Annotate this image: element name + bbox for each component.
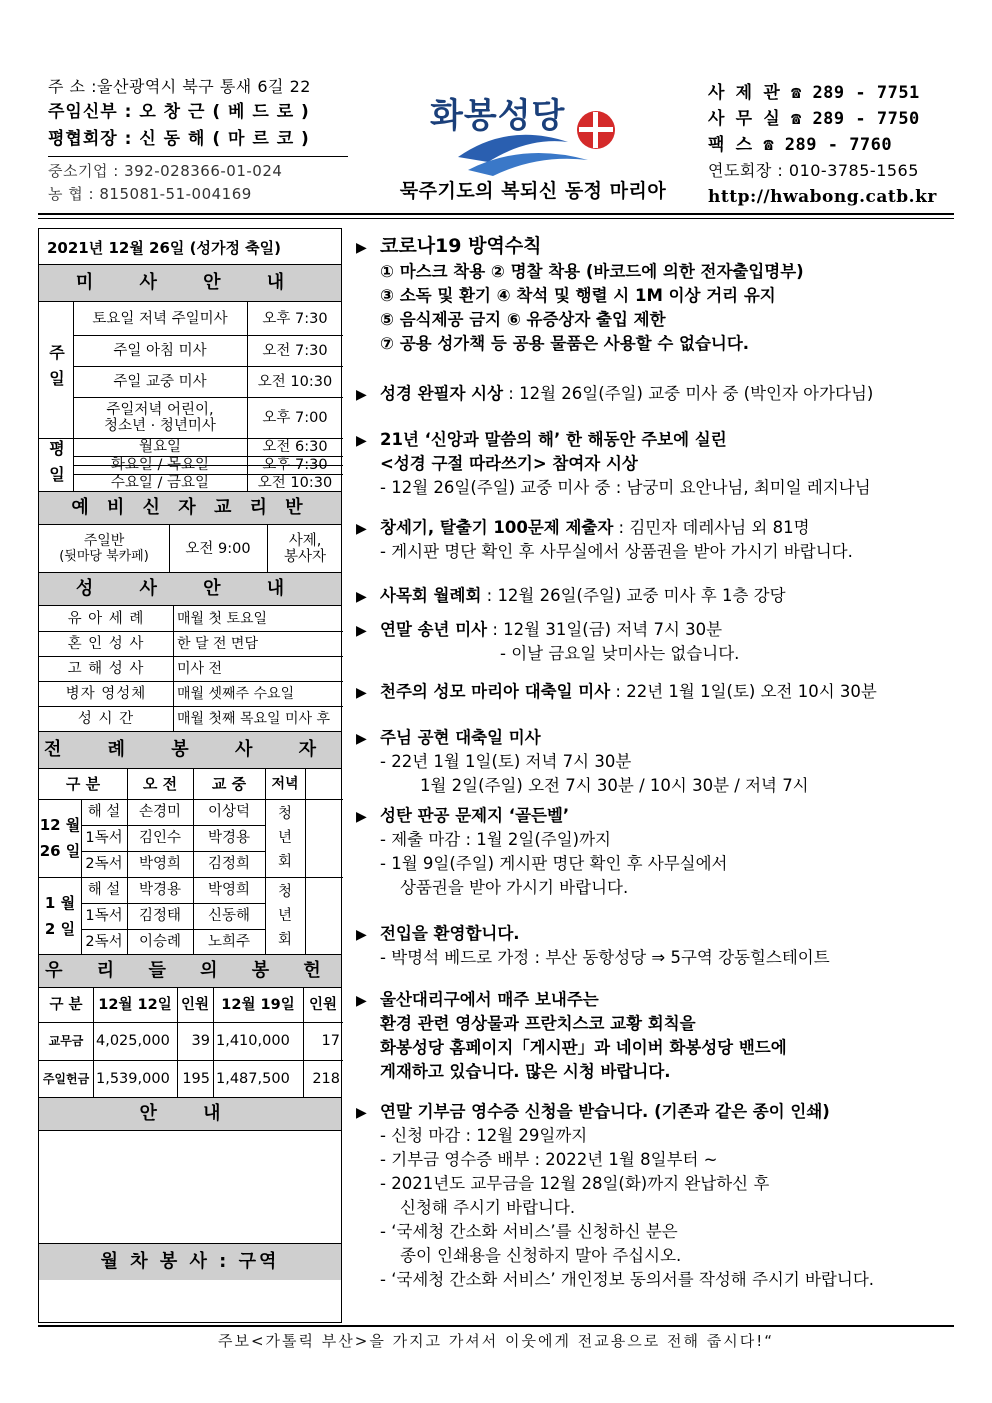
mass-time: 오전 10:30	[257, 475, 333, 491]
notice-line: 1월 2일(주일) 오전 7시 30분 / 10시 30분 / 저녁 7시	[420, 776, 809, 795]
bullet-icon: ▶	[356, 993, 367, 1009]
bullet-icon: ▶	[356, 240, 367, 256]
address: 울산광역시 북구 통새 6길 22	[96, 77, 311, 96]
notice-title: ▶ 성탄 판공 문제지 ‘골든벨’	[356, 804, 956, 828]
bullet-icon: ▶	[356, 731, 367, 747]
notice-line: 상품권을 받아 가시기 바랍니다.	[400, 878, 629, 897]
mass-time: 오후 7:30	[262, 457, 328, 473]
church-logo-icon	[448, 102, 628, 182]
liturgy-main: 신동해	[207, 908, 251, 924]
notice-line: 종이 인쇄용을 신청하지 말아 주십시오.	[400, 1246, 682, 1265]
pastor-row: 주임신부 : 오 창 근 ( 베 드 로 )	[48, 102, 310, 122]
notice-title: ▶ 성경 완필자 시상 : 12월 26일(주일) 교중 미사 중 (박인자 아가다님)	[356, 382, 956, 406]
notice-line: - 이날 금요일 낮미사는 없습니다.	[500, 644, 740, 663]
notice-title: ▶ 울산대리구에서 매주 보내주는	[356, 988, 956, 1012]
bullet-icon: ▶	[356, 809, 367, 825]
left-info-column	[38, 228, 342, 1323]
bullet-icon: ▶	[356, 1105, 367, 1121]
notice-item	[356, 1100, 956, 1292]
offering-header: 인원	[308, 997, 337, 1013]
offering-cell: 1,410,000	[216, 1033, 290, 1049]
sacrament-value: 매월 첫째 목요일 미사 후	[177, 710, 331, 727]
notice-item	[356, 804, 956, 900]
liturgy-main: 김정희	[207, 856, 251, 872]
notice-line: ⑦ 공용 성가책 등 공용 물품은 사용할 수 없습니다.	[380, 334, 750, 353]
yeondo-phone: 연도회장 : 010-3785-1565	[708, 161, 919, 180]
bullet-icon: ▶	[356, 589, 367, 605]
notice-item	[356, 428, 956, 500]
mass-guide-heading: 미 사 안 내	[39, 265, 341, 302]
liturgy-role: 해 설	[87, 882, 121, 898]
notice-title: ▶ 연말 기부금 영수증 신청을 받습니다. (기존과 같은 종이 인쇄)	[356, 1100, 956, 1124]
notice-line: - 1월 9일(주일) 게시판 명단 확인 후 사무실에서	[380, 854, 728, 873]
pastor-name: 오 창 근 ( 베 드 로 )	[139, 102, 310, 122]
notice-title: ▶ 코로나19 방역수칙	[356, 232, 956, 260]
liturgy-role: 2독서	[85, 856, 123, 872]
notice-title: ▶ 창세기, 탈출기 100문제 제출자 : 김민자 데레사님 외 81명	[356, 516, 956, 540]
sacrament-value: 한 달 전 면담	[177, 635, 258, 652]
mass-name: 토요일 저녁 주일미사	[92, 310, 228, 327]
bank-account-2: 농 협 : 815081-51-004169	[48, 185, 252, 203]
church-logo-area	[368, 70, 698, 212]
mass-time: 오후 7:00	[262, 409, 328, 426]
notice-title: ▶ 주님 공현 대축일 미사	[356, 726, 956, 750]
notice-title: ▶ 21년 ‘신앙과 말씀의 해’ 한 해동안 주보에 실린	[356, 428, 956, 452]
offering-cell: 17	[321, 1033, 340, 1049]
notice-title-line: 환경 관련 영상물과 프란치스코 교황 회칙을	[380, 1014, 696, 1033]
catechumen-class: 주일반 (뒷마당 북카페)	[59, 533, 149, 564]
bullet-icon: ▶	[356, 387, 367, 403]
fax-number: 팩 스 ☎ 289 - 7760	[708, 135, 893, 155]
mass-time: 오후 7:30	[262, 310, 328, 327]
liturgy-main: 이상덕	[207, 804, 251, 820]
liturgy-header: 교 중	[211, 775, 247, 793]
president-row: 평협회장 : 신 동 해 ( 마 르 코 )	[48, 129, 310, 149]
notice-heading: 안 내	[39, 1098, 341, 1131]
liturgy-am: 손경미	[138, 804, 182, 820]
liturgy-am: 이승례	[138, 934, 182, 950]
notice-detail: : 12월 31일(금) 저녁 7시 30분	[487, 620, 723, 639]
bullet-icon: ▶	[356, 927, 367, 943]
liturgy-main: 박경용	[207, 830, 251, 846]
notice-item	[356, 988, 956, 1084]
offering-cell: 218	[312, 1071, 340, 1087]
bulletin-date: 2021년 12월 26일 (성가정 축일)	[39, 229, 341, 265]
liturgy-am: 박영희	[138, 856, 182, 872]
notice-title: ▶ 천주의 성모 마리아 대축일 미사 : 22년 1월 1일(토) 오전 10시 30분	[356, 680, 956, 704]
liturgy-role: 2독서	[85, 934, 123, 950]
sacrament-value: 매월 첫 토요일	[177, 610, 268, 627]
liturgy-evening: 청 년 회	[277, 884, 292, 948]
liturgy-header: 구 분	[65, 775, 101, 793]
liturgy-role: 1독서	[85, 908, 123, 924]
sacrament-name: 성 시 간	[77, 710, 135, 727]
notice-item	[356, 516, 956, 564]
liturgy-heading: 전 례 봉 사 자	[39, 732, 341, 769]
notice-title: ▶ 사목회 월례회 : 12월 26일(주일) 교중 미사 후 1층 강당	[356, 584, 956, 608]
liturgy-table	[39, 769, 341, 955]
weekday-label: 평일	[46, 439, 66, 492]
liturgy-date: 1 월 2 일	[44, 894, 76, 938]
liturgy-main: 박영희	[207, 882, 251, 898]
notice-item	[356, 922, 956, 970]
offering-header: 12월 19일	[221, 997, 295, 1013]
notice-line: - ‘국세청 간소화 서비스’를 신청하신 분은	[380, 1222, 678, 1241]
notice-detail: : 12월 26일(주일) 교중 미사 중 (박인자 아가다님)	[503, 384, 874, 403]
offering-table	[39, 988, 341, 1098]
church-name: 화봉성당	[430, 96, 566, 136]
liturgy-date: 12 월 26 일	[39, 816, 81, 860]
notice-line: - 박명석 베드로 가정 : 부산 동항성당 ⇒ 5구역 강동힐스테이트	[380, 948, 830, 967]
mass-name: 주일저녁 어린이, 청소년 · 청년미사	[104, 401, 216, 434]
mass-time: 오전 7:30	[262, 342, 328, 359]
offering-cell: 195	[182, 1071, 210, 1087]
sacrament-name: 고 해 성 사	[67, 660, 145, 677]
mass-name: 주일 아침 미사	[113, 342, 207, 359]
notice-detail: : 김민자 데레사님 외 81명	[613, 518, 810, 537]
notice-line: - 2021년도 교무금을 12월 28일(화)까지 완납하신 후	[380, 1174, 770, 1193]
mass-name: 수요일 / 금요일	[110, 475, 210, 491]
notice-title-line: <성경 구절 따라쓰기> 참여자 시상	[380, 454, 638, 473]
notice-line: - 제출 마감 : 1월 2일(주일)까지	[380, 830, 611, 849]
footer-message: 주보<가톨릭 부산>을 가지고 가셔서 이웃에게 전교용으로 전해 줍시다!“	[217, 1332, 775, 1350]
notice-line: - 신청 마감 : 12월 29일까지	[380, 1126, 588, 1145]
notice-item	[356, 232, 956, 356]
bullet-icon: ▶	[356, 433, 367, 449]
offering-cell: 4,025,000	[96, 1033, 170, 1049]
sacrament-table	[39, 606, 341, 732]
liturgy-am: 박경용	[138, 882, 182, 898]
catechumen-teacher: 사제, 봉사자	[283, 533, 327, 565]
bullet-icon: ▶	[356, 521, 367, 537]
liturgy-am: 김인수	[138, 830, 182, 846]
sacrament-name: 혼 인 성 사	[67, 635, 145, 652]
catechumen-time: 오전 9:00	[185, 541, 251, 557]
president-name: 신 동 해 ( 마 르 코 )	[139, 129, 310, 149]
catechumen-heading: 예 비 신 자 교 리 반	[39, 492, 341, 525]
notice-blank	[39, 1131, 341, 1244]
motto: 묵주기도의 복되신 동정 마리아	[399, 180, 667, 202]
mass-name: 화요일 / 목요일	[110, 457, 210, 473]
church-info	[48, 75, 378, 206]
notice-item	[356, 618, 956, 666]
notice-item	[356, 382, 956, 406]
sacrament-name: 유 아 세 례	[67, 610, 145, 627]
notice-line: - 12월 26일(주일) 교중 미사 중 : 남궁미 요안나님, 최미일 레지나님	[380, 478, 871, 497]
notice-line: ① 마스크 착용 ② 명찰 착용 (바코드에 의한 전자출입명부)	[380, 262, 804, 281]
offering-header: 구 분	[49, 997, 83, 1013]
liturgy-evening: 청 년 회	[277, 806, 292, 870]
office-phone: 사 무 실 ☎ 289 - 7750	[708, 109, 920, 129]
liturgy-role: 해 설	[87, 804, 121, 820]
liturgy-main: 노희주	[207, 934, 251, 950]
offering-header: 인원	[180, 997, 209, 1013]
liturgy-am: 김정태	[138, 908, 182, 924]
address-row: 주 소 :울산광역시 북구 통새 6길 22	[48, 77, 311, 96]
offering-cell: 1,539,000	[96, 1071, 170, 1087]
notice-item	[356, 680, 956, 704]
notice-title: ▶ 연말 송년 미사 : 12월 31일(금) 저녁 7시 30분	[356, 618, 956, 642]
website-link[interactable]: http://hwabong.catb.kr	[708, 187, 937, 207]
mass-name: 월요일	[138, 439, 182, 455]
notice-line: ③ 소독 및 환기 ④ 착석 및 행렬 시 1M 이상 거리 유지	[380, 286, 776, 305]
sacrament-value: 매월 셋째주 수요일	[177, 685, 295, 702]
notice-detail: : 12월 26일(주일) 교중 미사 후 1층 강당	[481, 586, 786, 605]
contact-info	[708, 80, 958, 210]
liturgy-header: 오 전	[142, 775, 178, 793]
liturgy-header: 저녁	[271, 776, 299, 792]
offering-heading: 우 리 들 의 봉 헌	[39, 955, 341, 988]
notice-line: 신청해 주시기 바랍니다.	[400, 1198, 576, 1217]
notice-line: - 게시판 명단 확인 후 사무실에서 상품권을 받아 가시기 바랍니다.	[380, 542, 853, 561]
notice-line: - ‘국세청 간소화 서비스’ 개인정보 동의서를 작성해 주시기 바랍니다.	[380, 1270, 875, 1289]
mass-time: 오전 6:30	[262, 439, 328, 455]
bank-account-1: 중소기업 : 392-028366-01-024	[48, 162, 283, 180]
notice-line: - 기부금 영수증 배부 : 2022년 1월 8일부터 ~	[380, 1150, 718, 1169]
notice-title-line: 화봉성당 홈페이지「게시판」과 네이버 화봉성당 밴드에	[380, 1038, 787, 1057]
offering-header: 12월 12일	[98, 997, 172, 1013]
offering-cell: 1,487,500	[216, 1071, 290, 1087]
notice-detail: : 22년 1월 1일(토) 오전 10시 30분	[610, 682, 877, 701]
notice-title-line: 게재하고 있습니다. 많은 시청 바랍니다.	[380, 1062, 671, 1081]
sacrament-value: 미사 전	[177, 660, 223, 677]
offering-cell: 주일헌금	[42, 1072, 90, 1086]
notice-line: - 22년 1월 1일(토) 저녁 7시 30분	[380, 752, 632, 771]
bullet-icon: ▶	[356, 623, 367, 639]
mass-time: 오전 10:30	[257, 373, 333, 390]
bulletin-header	[38, 70, 954, 212]
sacrament-heading: 성 사 안 내	[39, 573, 341, 606]
sunday-label: 주일	[46, 344, 66, 396]
bullet-icon: ▶	[356, 685, 367, 701]
mass-schedule-table	[39, 302, 341, 492]
catechumen-table	[39, 525, 341, 573]
liturgy-role: 1독서	[85, 830, 123, 846]
sacrament-name: 병자 영성체	[65, 685, 147, 702]
offering-cell: 39	[191, 1033, 210, 1049]
mass-name: 주일 교중 미사	[113, 373, 207, 390]
monthly-service: 월 차 봉 사 : 구역	[39, 1244, 341, 1280]
offering-cell: 교무금	[48, 1034, 84, 1048]
rectory-phone: 사 제 관 ☎ 289 - 7751	[708, 83, 920, 103]
notice-item	[356, 584, 956, 608]
notice-line: ⑤ 음식제공 금지 ⑥ 유증상자 출입 제한	[380, 310, 666, 329]
notice-title: ▶ 전입을 환영합니다.	[356, 922, 956, 946]
notice-item	[356, 726, 956, 798]
